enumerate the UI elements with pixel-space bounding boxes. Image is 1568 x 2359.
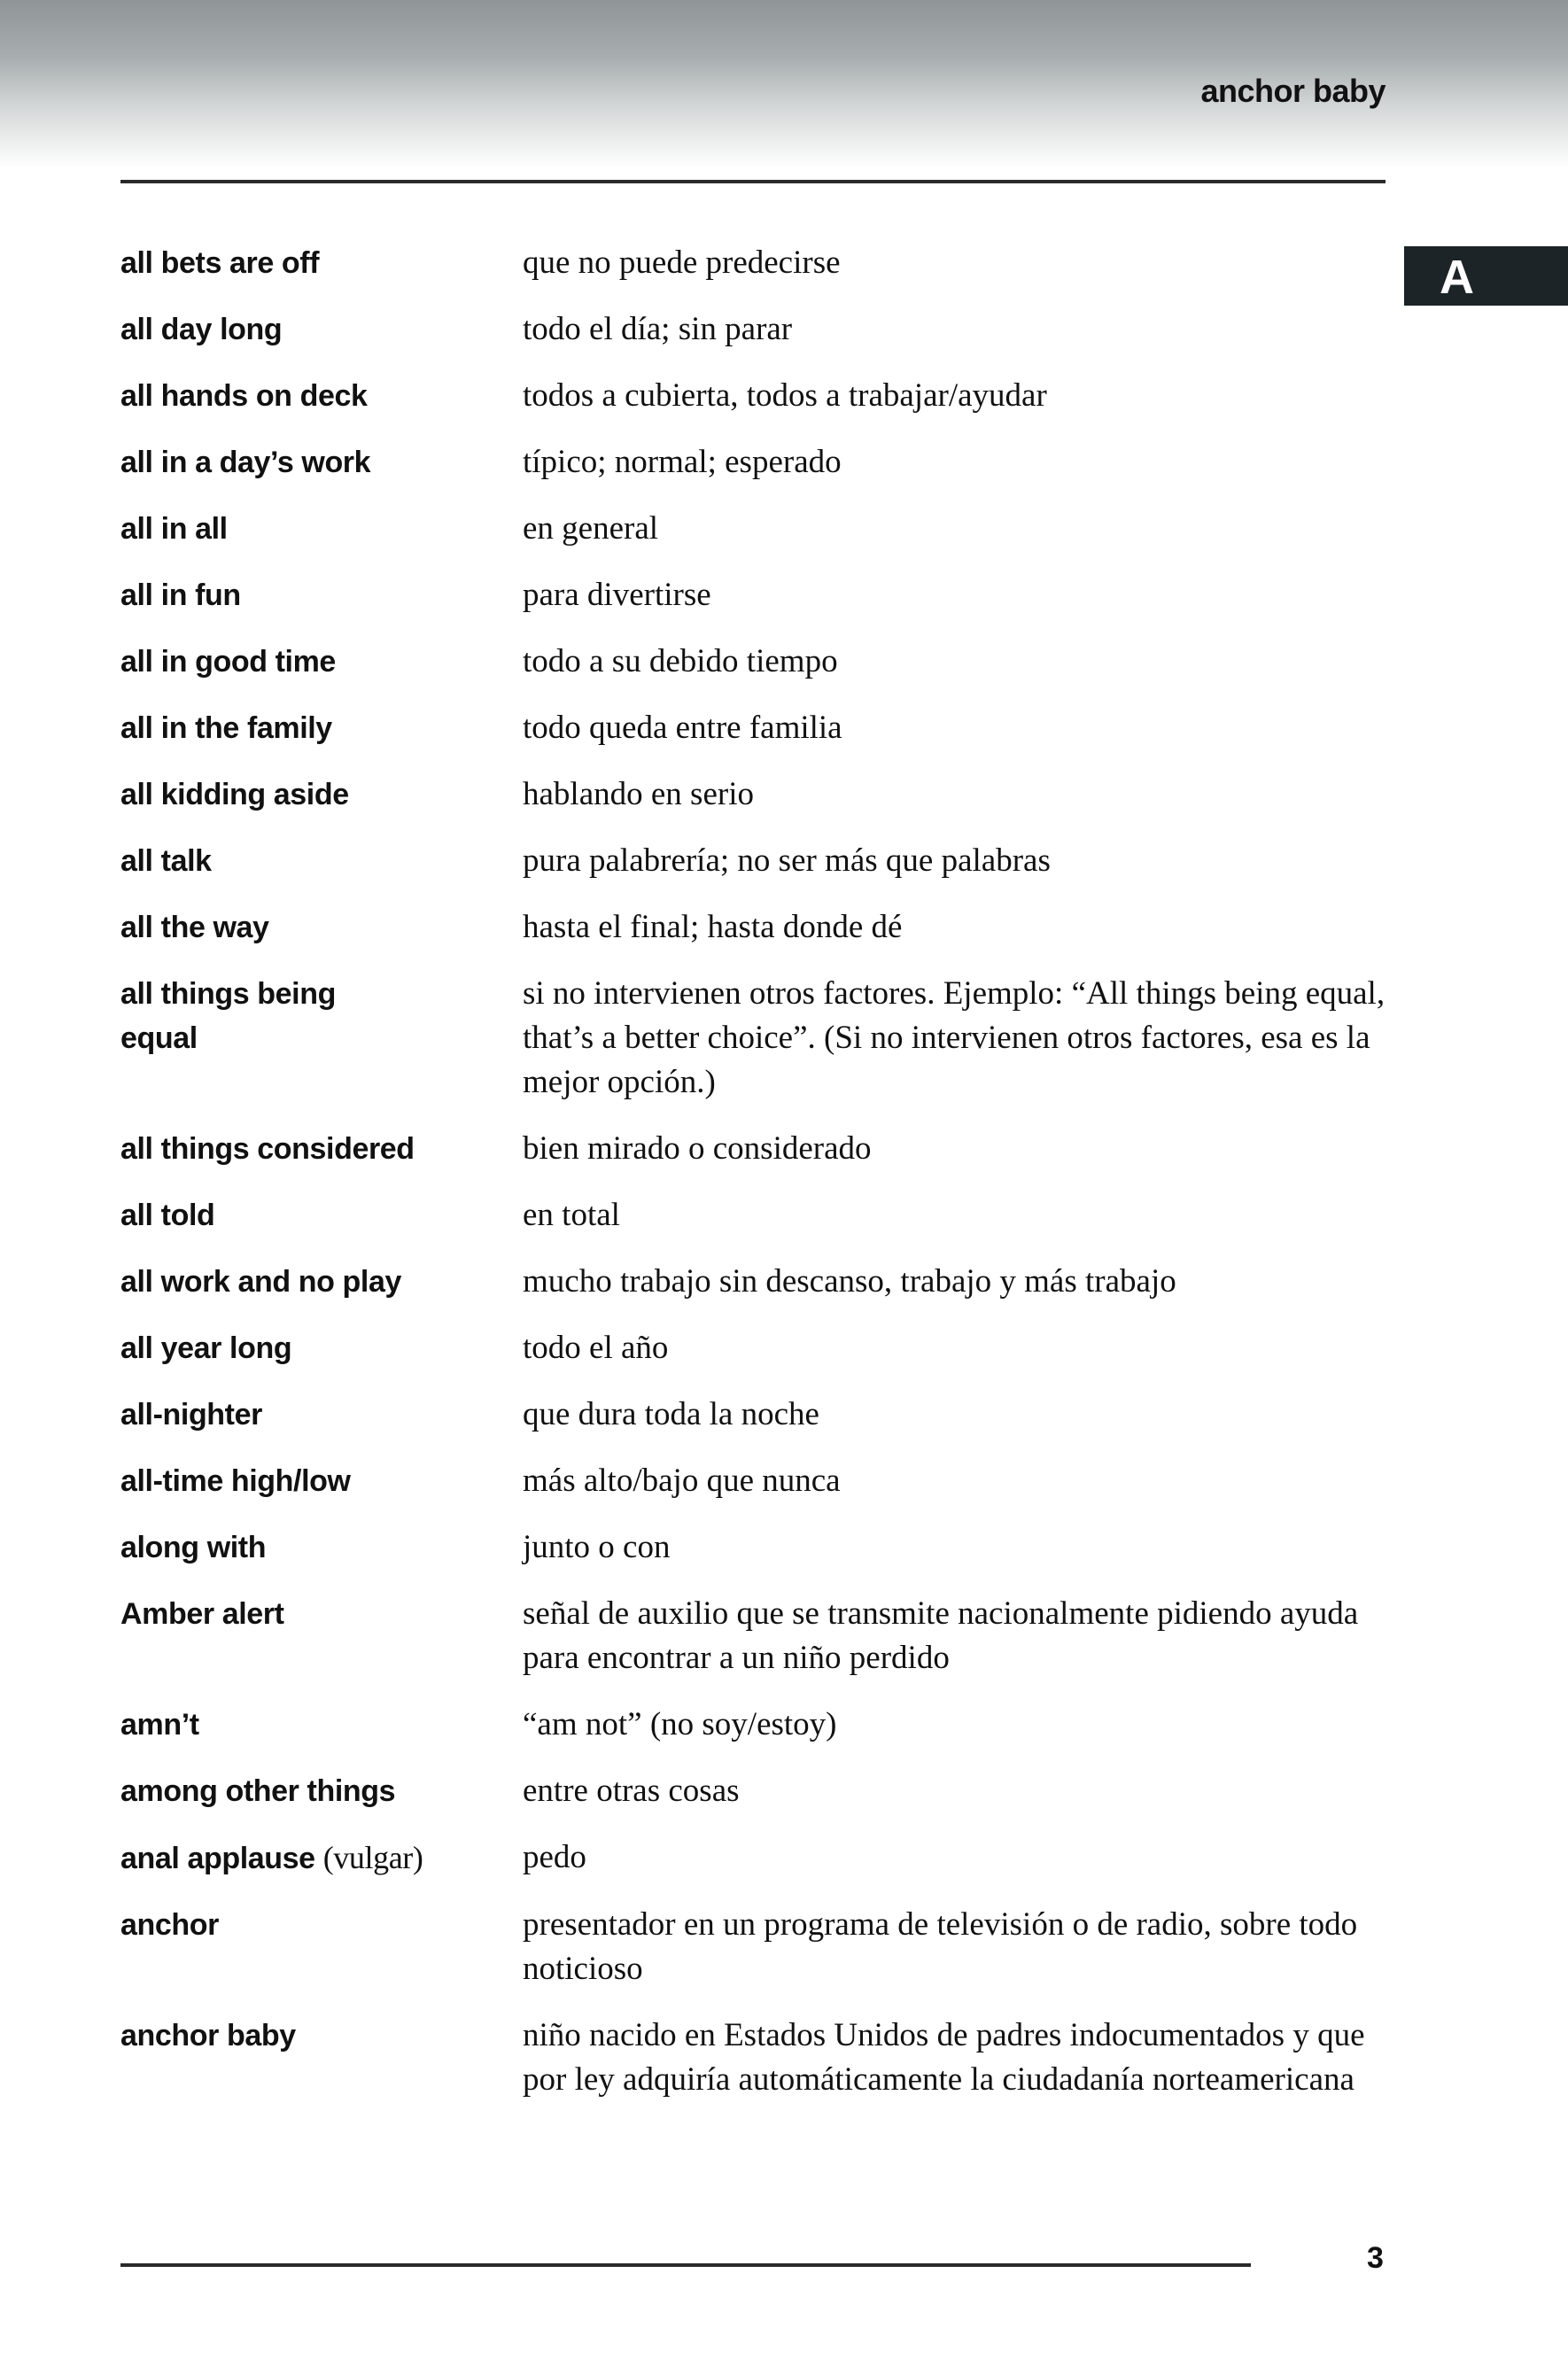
glossary-entries — [120, 241, 1396, 2124]
entry-definition: todo el año — [523, 1330, 669, 1366]
glossary-entry — [120, 507, 1396, 551]
entry-term-text: amn’t — [120, 1708, 199, 1742]
entry-term-text: all year long — [120, 1331, 292, 1365]
entry-term — [120, 772, 523, 817]
glossary-entry — [120, 1769, 1396, 1813]
entry-term — [120, 241, 523, 285]
entry-definition: hasta el final; hasta donde dé — [523, 909, 903, 945]
footer-rule — [120, 2263, 1251, 2267]
glossary-entry — [120, 972, 1396, 1105]
glossary-entry — [120, 307, 1396, 352]
entry-term — [120, 972, 523, 1105]
glossary-entry — [120, 1193, 1396, 1238]
page-number: 3 — [1367, 2241, 1384, 2275]
header-rule — [120, 180, 1386, 183]
glossary-entry — [120, 241, 1396, 285]
entry-definition: si no intervienen otros factores. Ejemplo: “All things being equal, that’s a better choice”. (Si no intervienen otros factores, esa es la mejor opción.) — [523, 975, 1386, 1100]
glossary-entry — [120, 1703, 1396, 1747]
glossary-entry — [120, 1127, 1396, 1171]
entry-term — [120, 573, 523, 617]
glossary-entry — [120, 905, 1396, 950]
entry-term — [120, 1835, 523, 1881]
glossary-entry — [120, 1525, 1396, 1570]
entry-term-text: among other things — [120, 1774, 396, 1808]
entry-term-text: all day long — [120, 313, 283, 346]
entry-term-text: all talk — [120, 844, 212, 878]
glossary-entry — [120, 839, 1396, 883]
entry-term — [120, 1703, 523, 1747]
entry-term — [120, 1459, 523, 1503]
entry-term — [120, 640, 523, 684]
entry-term-text: all-time high/low — [120, 1464, 351, 1498]
entry-term-text: all in the family — [120, 711, 332, 745]
glossary-entry — [120, 573, 1396, 617]
glossary-entry — [120, 1459, 1396, 1503]
entry-definition: para divertirse — [523, 577, 711, 613]
glossary-entry — [120, 640, 1396, 684]
entry-definition: pedo — [523, 1839, 586, 1875]
entry-term-text: all hands on deck — [120, 379, 368, 413]
entry-definition: junto o con — [523, 1529, 671, 1565]
entry-definition: mucho trabajo sin descanso, trabajo y más trabajo — [523, 1263, 1176, 1300]
entry-term-text: anchor — [120, 1908, 219, 1942]
entry-term-text: all work and no play — [120, 1265, 401, 1299]
entry-definition: hablando en serio — [523, 776, 754, 812]
entry-term-text: all in a day’s work — [120, 446, 371, 479]
entry-definition: “am not” (no soy/estoy) — [523, 1706, 837, 1742]
entry-term — [120, 440, 523, 485]
glossary-entry — [120, 2014, 1396, 2102]
entry-term — [120, 1769, 523, 1813]
glossary-entry — [120, 440, 1396, 485]
glossary-entry — [120, 1835, 1396, 1881]
entry-term — [120, 839, 523, 883]
entry-definition: bien mirado o considerado — [523, 1130, 872, 1167]
entry-term — [120, 1127, 523, 1171]
entry-term — [120, 1592, 523, 1680]
glossary-entry — [120, 1393, 1396, 1437]
entry-term — [120, 374, 523, 418]
entry-term — [120, 2014, 523, 2102]
entry-term — [120, 1525, 523, 1570]
entry-definition: niño nacido en Estados Unidos de padres indocumentados y que por ley adquiría automáticamente la ciudadanía norteamericana — [523, 2017, 1365, 2098]
glossary-entry — [120, 374, 1396, 418]
entry-term — [120, 905, 523, 950]
entry-definition: en general — [523, 510, 659, 547]
entry-term-text: all in good time — [120, 645, 336, 679]
entry-usage-note: (vulgar) — [322, 1840, 423, 1875]
running-head: anchor baby — [1200, 73, 1386, 109]
entry-definition: típico; normal; esperado — [523, 444, 842, 480]
letter-thumb-tab — [1404, 246, 1568, 306]
entry-term — [120, 507, 523, 551]
entry-term — [120, 1326, 523, 1370]
entry-definition: señal de auxilio que se transmite nacionalmente pidiendo ayuda para encontrar a un niño perdido — [523, 1595, 1359, 1676]
entry-definition: pura palabrería; no ser más que palabras — [523, 842, 1051, 879]
glossary-entry — [120, 1903, 1396, 1991]
entry-term — [120, 706, 523, 750]
entry-term-text: all things considered — [120, 1132, 415, 1166]
entry-definition: todo a su debido tiempo — [523, 643, 838, 679]
entry-term — [120, 1260, 523, 1304]
glossary-entry — [120, 772, 1396, 817]
entry-definition: presentador en un programa de televisión o de radio, sobre todo noticioso — [523, 1906, 1358, 1987]
entry-term — [120, 1193, 523, 1238]
entry-term — [120, 1903, 523, 1991]
entry-term — [120, 307, 523, 352]
entry-term-text: all in fun — [120, 578, 241, 612]
entry-definition: todo queda entre familia — [523, 710, 842, 746]
letter-tab-label: A — [1440, 251, 1474, 304]
entry-term-text: anal applause — [120, 1842, 315, 1875]
glossary-entry — [120, 1260, 1396, 1304]
entry-term-text: all things being equal — [120, 977, 336, 1055]
entry-term-text: along with — [120, 1531, 267, 1564]
entry-definition: todo el día; sin parar — [523, 311, 793, 347]
entry-definition: en total — [523, 1197, 620, 1233]
entry-term — [120, 1393, 523, 1437]
entry-definition: todos a cubierta, todos a trabajar/ayudar — [523, 377, 1047, 414]
entry-term-text: Amber alert — [120, 1597, 284, 1631]
entry-term-text: all kidding aside — [120, 778, 349, 811]
entry-term-text: all-nighter — [120, 1398, 262, 1432]
entry-term-text: all told — [120, 1199, 215, 1232]
entry-definition: más alto/bajo que nunca — [523, 1463, 841, 1499]
glossary-entry — [120, 706, 1396, 750]
entry-term-text: all in all — [120, 512, 228, 546]
glossary-entry — [120, 1326, 1396, 1370]
entry-term-text: anchor baby — [120, 2019, 296, 2052]
entry-definition: que no puede predecirse — [523, 244, 841, 281]
entry-term-text: all the way — [120, 911, 269, 944]
entry-term-text: all bets are off — [120, 246, 320, 280]
glossary-entry — [120, 1592, 1396, 1680]
entry-definition: que dura toda la noche — [523, 1396, 819, 1432]
entry-definition: entre otras cosas — [523, 1773, 740, 1809]
